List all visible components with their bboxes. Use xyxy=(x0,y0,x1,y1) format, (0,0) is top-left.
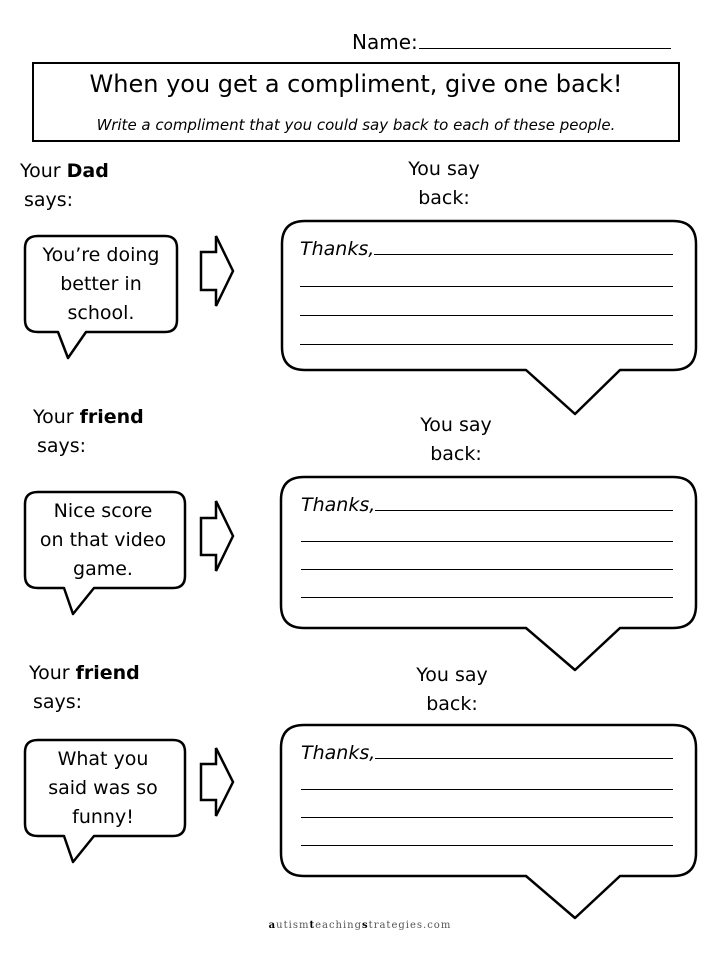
speaker-label-2: Your friend says: xyxy=(33,406,144,457)
you-say-label-3: You say back: xyxy=(416,664,488,715)
footer-website: autismteachingstrategies.com xyxy=(268,920,452,931)
speaker-name-2: friend xyxy=(79,406,144,428)
name-label: Name: xyxy=(352,30,418,54)
response-line[interactable] xyxy=(301,817,673,818)
speaker-label-1: Your Dad says: xyxy=(20,160,109,211)
response-area-3[interactable] xyxy=(301,742,673,846)
you-say-label-1: You say back: xyxy=(408,158,480,209)
speaker-name-1: Dad xyxy=(66,160,109,182)
compliment-text-1: You’re doing better in school. xyxy=(42,244,160,324)
worksheet-title: When you get a compliment, give one back! xyxy=(89,70,623,98)
speaker-name-3: friend xyxy=(75,662,140,684)
response-line[interactable] xyxy=(301,789,673,790)
thanks-label-3: Thanks, xyxy=(301,742,376,764)
worksheet-instructions: Write a compliment that you could say back to each of these people. xyxy=(96,116,616,134)
response-line[interactable] xyxy=(375,758,673,759)
compliment-text-2: Nice score on that video game. xyxy=(39,500,167,580)
you-say-label-2: You say back: xyxy=(420,414,492,465)
thanks-label-1: Thanks, xyxy=(300,238,375,260)
speaker-label-3: Your friend says: xyxy=(29,662,140,713)
compliment-text-3: What you said was so funny! xyxy=(48,748,158,828)
thanks-label-2: Thanks, xyxy=(301,494,376,516)
right-arrow-icon xyxy=(201,748,233,816)
response-line[interactable] xyxy=(301,845,673,846)
